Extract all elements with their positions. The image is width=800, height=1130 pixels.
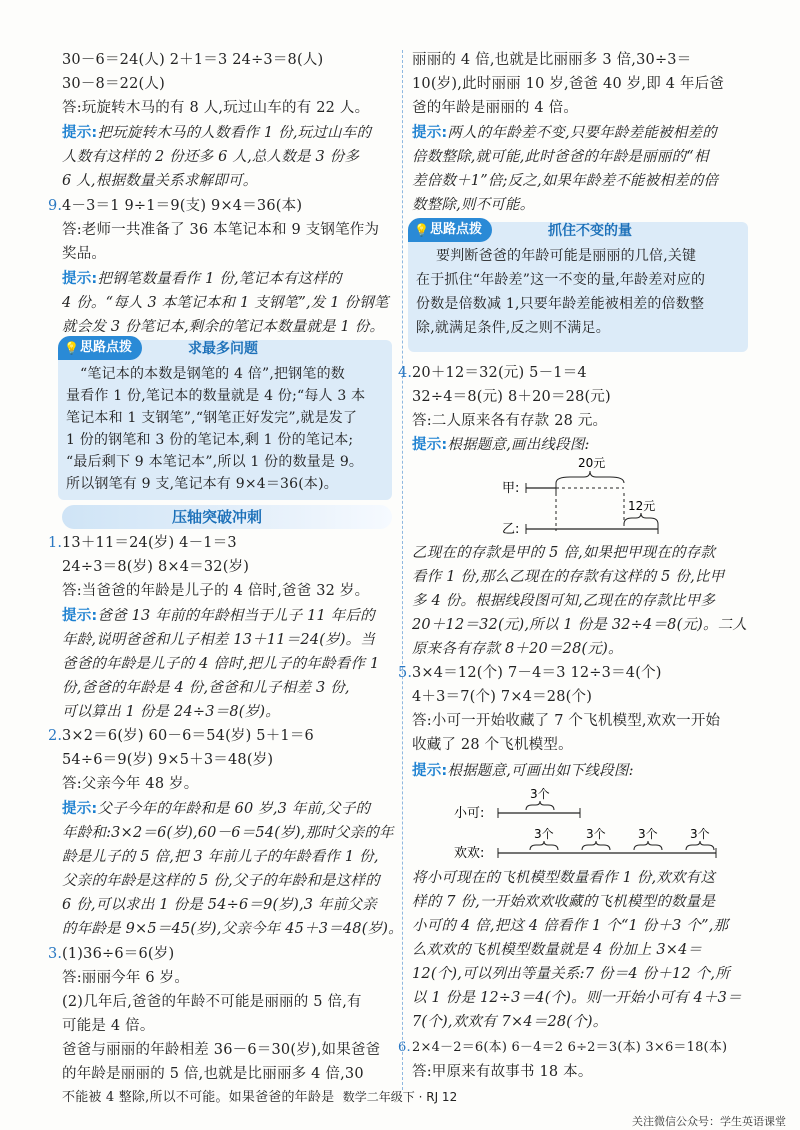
box-text: “最后剩下 9 本笔记本”,所以 1 份的数量是 9。 <box>66 454 364 470</box>
answer-text: 答:丽丽今年 6 岁。 <box>62 970 190 986</box>
tip-text: 龄是儿子的 5 倍,把 3 年前儿子的年龄看作 1 份, <box>62 849 379 865</box>
box-text: 在于抓住“年龄差”这一不变的量,年龄差对应的 <box>416 272 706 288</box>
text-line: 30－6＝24(人) 2＋1＝3 24÷3＝8(人) <box>62 52 324 68</box>
box-subtitle: 抓住不变的量 <box>548 223 632 239</box>
line-segment-diagram-2 <box>450 785 730 861</box>
line-segment-diagram-1 <box>500 455 680 537</box>
question-6 <box>398 1038 728 1058</box>
answer-text: 不能被 4 整除,所以不可能。如果爸爸的年龄是 <box>62 1090 335 1105</box>
answer-text: 收藏了 28 个飞机模型。 <box>412 737 573 753</box>
tip-text: 可以算出 1 份是 24÷3＝8(岁)。 <box>62 704 280 720</box>
answer-text: 3×2＝6(岁) 60－6＝54(岁) 5＋1＝6 <box>62 728 314 744</box>
brace-top-label: 20元 <box>578 456 606 470</box>
brace <box>526 801 554 810</box>
tip-text: 把玩旋转木马的人数看作 1 份,玩过山车的 <box>97 125 372 141</box>
tip-line <box>62 606 375 626</box>
tip-text: 把钢笔数量看作 1 份,笔记本有这样的 <box>97 271 342 287</box>
tip-text: 爸爸 13 年前的年龄相当于儿子 11 年后的 <box>97 608 375 624</box>
tip-text: 就会发 3 份笔记本,剩余的笔记本数量就是 1 份。 <box>62 319 385 335</box>
brace-top <box>556 471 624 483</box>
banner-title: 压轴突破冲刺 <box>172 508 263 526</box>
box-header <box>58 336 142 360</box>
tip-text: 看作 1 份,那么乙现在的存款有这样的 5 份,比甲 <box>412 569 725 585</box>
tip-text: 数整除,则不可能。 <box>412 197 535 213</box>
answer-text: 的年龄是丽丽的 5 倍,也就是比丽丽多 4 倍,30 <box>62 1066 364 1082</box>
question-4 <box>398 363 587 383</box>
box-text: 所以钢笔有 9 支,笔记本有 9×4＝36(本)。 <box>66 476 338 492</box>
tip-label: 提示: <box>62 608 98 624</box>
box-text: 1 份的钢笔和 3 份的笔记本,剩 1 份的笔记本; <box>66 432 354 448</box>
brace-label: 3个 <box>586 827 606 841</box>
tip-line <box>62 123 371 143</box>
tip-line <box>62 799 370 819</box>
text-line: 丽丽的 4 倍,也就是比丽丽多 3 倍,30÷3＝ <box>412 52 692 68</box>
box-header-label: 思路点拨 <box>430 222 483 237</box>
question-number: 1. <box>48 535 63 551</box>
answer-text: 答:二人原来各有存款 28 元。 <box>412 413 608 429</box>
answer-text: 爸爸与丽丽的年龄相差 36－6＝30(岁),如果爸爸 <box>62 1042 381 1058</box>
question-5 <box>398 663 662 683</box>
label-jia: 甲: <box>502 481 520 496</box>
box-text: 要判断爸爸的年龄可能是丽丽的几倍,关键 <box>436 248 697 264</box>
brace-label: 3个 <box>638 827 658 841</box>
question-9 <box>48 196 303 216</box>
answer-text: 答:当爸爸的年龄是儿子的 4 倍时,爸爸 32 岁。 <box>62 583 370 599</box>
question-number: 4. <box>398 365 413 381</box>
text-line: 爸的年龄是丽丽的 4 倍。 <box>412 100 579 116</box>
tip-text: 根据题意,可画出如下线段图: <box>447 763 634 779</box>
lightbulb-icon: 💡 <box>64 341 79 355</box>
brace <box>686 841 714 850</box>
brace <box>530 841 558 850</box>
answer-text: 可能是 4 倍。 <box>62 1018 155 1034</box>
answer-text: 32÷4＝8(元) 8＋20＝28(元) <box>412 389 611 405</box>
tip-label: 提示: <box>62 125 98 141</box>
answer-text: 2×4－2＝6(本) 6－4＝2 6÷2＝3(本) 3×6＝18(本) <box>412 1040 728 1055</box>
question-number: 6. <box>398 1040 411 1055</box>
tip-text: 多 4 份。根据线段图可知,乙现在的存款比甲多 <box>412 593 716 609</box>
answer-text: (1)36÷6＝6(岁) <box>62 946 175 962</box>
answer-text: (2)几年后,爸爸的年龄不可能是丽丽的 5 倍,有 <box>62 994 362 1010</box>
tip-text: 乙现在的存款是甲的 5 倍,如果把甲现在的存款 <box>412 545 716 561</box>
question-1 <box>48 533 237 553</box>
tip-text: 根据题意,画出线段图: <box>447 437 590 453</box>
tip-text: 父子今年的年龄和是 60 岁,3 年前,父子的 <box>97 801 371 817</box>
tip-label: 提示: <box>412 125 448 141</box>
brace-bottom-label: 12元 <box>628 499 656 513</box>
tip-text: 将小可现在的飞机模型数量看作 1 份,欢欢有这 <box>412 870 716 886</box>
tip-text: 6 份,可以求出 1 份是 54÷6＝9(岁),3 年前父亲 <box>62 897 377 913</box>
tip-text: 么欢欢的飞机模型数量就是 4 份加上 3×4＝ <box>412 942 703 958</box>
tip-text: 原来各有存款 8＋20＝28(元)。 <box>412 641 623 657</box>
brace <box>634 841 662 850</box>
box-header <box>408 218 492 242</box>
answer-text: 答:父亲今年 48 岁。 <box>62 776 199 792</box>
label-huanhuan: 欢欢: <box>454 846 485 861</box>
tip-text: 4 份。“每人 3 本笔记本和 1 支钢笔”,发 1 份钢笔 <box>62 295 389 311</box>
box-text: “笔记本的本数是钢笔的 4 倍”,把钢笔的数 <box>80 366 345 382</box>
brace-label: 3个 <box>534 827 554 841</box>
tip-line <box>412 123 717 143</box>
answer-text: 4－3＝1 9÷1＝9(支) 9×4＝36(本) <box>62 198 303 214</box>
brace-label: 3个 <box>690 827 710 841</box>
tip-text: 小可的 4 倍,把这 4 倍看作 1 个“1 份＋3 个”,那 <box>412 918 729 934</box>
tip-text: 差倍数＋1”倍;反之,如果年龄差不能被相差的倍 <box>412 173 719 189</box>
tip-label: 提示: <box>62 801 98 817</box>
page-footer: 数学二年级下 · RJ 12 <box>342 1090 458 1104</box>
tip-text: 7(个),欢欢有 7×4＝28(个)。 <box>412 1014 608 1030</box>
answer-text: 13＋11＝24(岁) 4－1＝3 <box>62 535 237 551</box>
box-text: 份数是倍数减 1,只要年龄差能被相差的倍数整 <box>416 296 705 312</box>
question-number: 9. <box>48 198 63 214</box>
answer-text: 54÷6＝9(岁) 9×5＋3＝48(岁) <box>62 752 274 768</box>
answer-text: 4＋3＝7(个) 7×4＝28(个) <box>412 689 593 705</box>
tip-text: 以 1 份是 12÷3＝4(个)。则一开始小可有 4＋3＝ <box>412 990 742 1006</box>
text-line: 答:玩旋转木马的有 8 人,玩过山车的有 22 人。 <box>62 100 370 116</box>
tip-text: 爸爸的年龄是儿子的 4 倍时,把儿子的年龄看作 1 <box>62 656 380 672</box>
tip-text: 的年龄是 9×5＝45(岁),父亲今年 45＋3＝48(岁)。 <box>62 921 403 937</box>
answer-text: 24÷3＝8(岁) 8×4＝32(岁) <box>62 559 250 575</box>
answer-text: 答:甲原来有故事书 18 本。 <box>412 1064 593 1080</box>
box-subtitle: 求最多问题 <box>188 341 258 357</box>
text-line: 30－8＝22(人) <box>62 76 165 92</box>
tip-text: 年龄,说明爸爸和儿子相差 13＋11＝24(岁)。当 <box>62 632 376 648</box>
tip-text: 份,爸爸的年龄是 4 份,爸爸和儿子相差 3 份, <box>62 680 350 696</box>
text-line: 10(岁),此时丽丽 10 岁,爸爸 40 岁,即 4 年后爸 <box>412 76 725 92</box>
tip-line <box>62 269 342 289</box>
question-3 <box>48 944 175 964</box>
answer-text: 20＋12＝32(元) 5－1＝4 <box>412 365 587 381</box>
box-header-label: 思路点拨 <box>80 340 133 355</box>
tip-text: 人数有这样的 2 份还多 6 人,总人数是 3 份多 <box>62 149 360 165</box>
thinking-box <box>58 340 392 500</box>
question-number: 2. <box>48 728 63 744</box>
thinking-box <box>408 222 748 352</box>
tip-label: 提示: <box>412 437 448 453</box>
tip-text: 两人的年龄差不变,只要年龄差能被相差的 <box>447 125 717 141</box>
label-yi: 乙: <box>502 522 520 537</box>
tip-text: 父亲的年龄是这样的 5 份,父子的年龄和是这样的 <box>62 873 380 889</box>
section-banner <box>62 505 392 529</box>
answer-text: 奖品。 <box>62 246 107 262</box>
answer-text: 答:小可一开始收藏了 7 个飞机模型,欢欢一开始 <box>412 713 721 729</box>
box-text: 除,就满足条件,反之则不满足。 <box>416 320 610 336</box>
brace <box>582 841 610 850</box>
label-xiaoke: 小可: <box>454 806 485 821</box>
tip-text: 样的 7 份,一开始欢欢收藏的飞机模型的数量是 <box>412 894 716 910</box>
tip-label: 提示: <box>412 763 448 779</box>
tip-text: 12(个),可以列出等量关系:7 份＝4 份＋12 个,所 <box>412 966 730 982</box>
box-text: 笔记本和 1 支钢笔”,“钢笔正好发完”,就是发了 <box>66 410 358 426</box>
tip-text: 20＋12＝32(元),所以 1 份是 32÷4＝8(元)。二人 <box>412 617 748 633</box>
question-2 <box>48 726 314 746</box>
tip-line <box>412 435 590 455</box>
answer-text: 3×4＝12(个) 7－4＝3 12÷3＝4(个) <box>412 665 662 681</box>
tip-text: 年龄和:3×2＝6(岁),60－6＝54(岁),那时父亲的年 <box>62 825 394 841</box>
brace-label: 3个 <box>530 787 550 801</box>
tip-line <box>412 761 634 781</box>
brace-bottom <box>624 513 658 524</box>
tip-text: 6 人,根据数量关系求解即可。 <box>62 173 258 189</box>
watermark: 关注微信公众号：学生英语课堂 <box>632 1115 786 1128</box>
lightbulb-icon: 💡 <box>414 223 429 237</box>
box-text: 量看作 1 份,笔记本的数量就是 4 份;“每人 3 本 <box>66 388 366 404</box>
tip-label: 提示: <box>62 271 98 287</box>
question-number: 3. <box>48 946 63 962</box>
question-number: 5. <box>398 665 413 681</box>
tip-text: 倍数整除,就可能,此时爸爸的年龄是丽丽的“相 <box>412 149 709 165</box>
answer-text: 答:老师一共准备了 36 本笔记本和 9 支钢笔作为 <box>62 222 380 238</box>
